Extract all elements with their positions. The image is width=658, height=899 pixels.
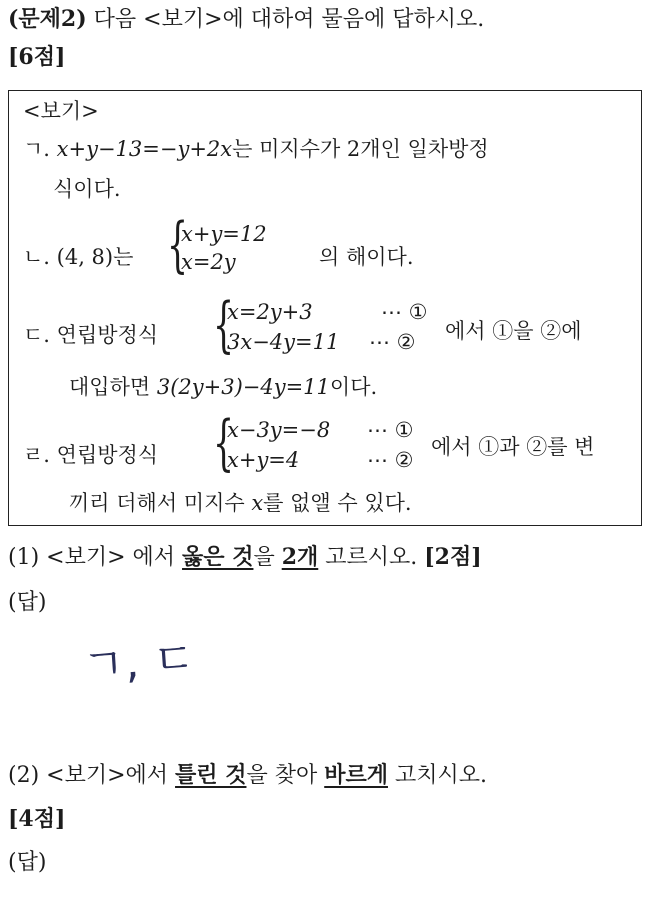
item-3-brace: { bbox=[213, 290, 235, 360]
sub-1-post: 고르시오. bbox=[318, 545, 425, 570]
bogi-item-3 bbox=[23, 321, 158, 349]
question-title bbox=[8, 4, 484, 35]
item-2-eq-2: x=2y bbox=[181, 250, 236, 274]
sub-question-1 bbox=[8, 542, 482, 573]
item-4-text-cont-prefix: 끼리 더해서 미지수 bbox=[69, 491, 252, 515]
item-3-text-cont-equation: 3(2y+3)−4y=11 bbox=[156, 375, 330, 399]
item-4-eq-1-expr: x−3y=−8 bbox=[227, 418, 331, 442]
item-2-text: 의 해이다. bbox=[319, 245, 414, 269]
item-1-text-cont: 식이다. bbox=[53, 177, 121, 201]
sub-2-mid: 을 찾아 bbox=[246, 763, 325, 788]
sub-1-mid: 을 bbox=[253, 545, 282, 570]
item-4-eq-2 bbox=[227, 447, 299, 473]
item-3-text-cont-prefix: 대입하면 bbox=[69, 375, 157, 399]
question-number: (문제2) bbox=[8, 6, 87, 32]
sub-2-emph-1: 틀린 것 bbox=[175, 762, 247, 788]
item-3-label: 연립방정식 bbox=[56, 323, 159, 347]
bogi-item-1 bbox=[23, 135, 489, 163]
item-3-text: 에서 ①을 ②에 bbox=[445, 319, 582, 343]
item-3-eq-1 bbox=[227, 299, 313, 325]
item-4-text-cont-var: x bbox=[251, 491, 264, 515]
sub-1-pre: <보기> 에서 bbox=[39, 545, 183, 570]
sub-2-pre: <보기>에서 bbox=[39, 763, 176, 788]
item-3-eq-1-expr: x=2y+3 bbox=[227, 300, 313, 324]
sub-question-2 bbox=[8, 760, 487, 791]
bogi-item-2 bbox=[23, 243, 133, 271]
item-3-eq-2-expr: 3x−4y=11 bbox=[227, 330, 340, 354]
item-1-marker: ㄱ. bbox=[23, 137, 50, 161]
sub-1-number: (1) bbox=[8, 545, 40, 570]
item-3-eq-1-mark: ⋯ ① bbox=[381, 300, 428, 324]
sub-1-emph-2: 2개 bbox=[281, 544, 319, 570]
sub-2-points: [4점] bbox=[8, 806, 66, 832]
item-4-eq-2-mark: ⋯ ② bbox=[367, 448, 414, 472]
bogi-item-4 bbox=[23, 441, 158, 469]
question-instruction: 다음 <보기>에 대하여 물음에 답하시오. bbox=[86, 7, 485, 32]
item-3-text-cont-suffix: 이다. bbox=[329, 375, 378, 399]
item-3-marker: ㄷ. bbox=[23, 323, 50, 347]
item-1-equation: x+y−13=−y+2x bbox=[56, 137, 233, 161]
question-points: [6점] bbox=[8, 44, 66, 70]
item-2-point-suffix: 는 bbox=[113, 245, 134, 269]
item-4-eq-1-mark: ⋯ ① bbox=[367, 418, 414, 442]
sub-2-number: (2) bbox=[8, 763, 40, 788]
item-1-text: 는 미지수가 2개인 일차방정 bbox=[232, 137, 489, 161]
item-3-eq-2 bbox=[227, 329, 339, 355]
sub-2-post: 고치시오. bbox=[387, 763, 487, 788]
item-2-point: (4, 8) bbox=[56, 245, 114, 269]
item-4-text-cont-suffix: 를 없앨 수 있다. bbox=[263, 491, 412, 515]
item-3-text-cont bbox=[69, 373, 377, 401]
item-4-marker: ㄹ. bbox=[23, 443, 50, 467]
item-4-brace: { bbox=[213, 408, 235, 478]
item-4-eq-1 bbox=[227, 417, 330, 443]
sub-1-emph-1: 옳은 것 bbox=[182, 544, 254, 570]
sub-1-points: [2점] bbox=[424, 544, 482, 570]
item-2-brace: { bbox=[167, 210, 189, 280]
item-4-text: 에서 ①과 ②를 변 bbox=[431, 435, 595, 459]
item-4-eq-2-expr: x+y=4 bbox=[227, 448, 300, 472]
sub-2-answer-label: (답) bbox=[8, 850, 47, 875]
item-2-eq-1: x+y=12 bbox=[181, 222, 267, 246]
sub-1-handwritten-answer: ㄱ, ㄷ bbox=[80, 633, 197, 692]
sub-2-emph-2: 바르게 bbox=[324, 762, 388, 788]
item-3-eq-2-mark: ⋯ ② bbox=[369, 330, 416, 354]
bogi-box bbox=[8, 90, 642, 526]
item-2-marker: ㄴ. bbox=[23, 245, 50, 269]
bogi-header: <보기> bbox=[23, 99, 99, 123]
sub-1-answer-label: (답) bbox=[8, 590, 47, 615]
item-4-text-cont bbox=[69, 489, 412, 517]
item-4-label: 연립방정식 bbox=[56, 443, 159, 467]
